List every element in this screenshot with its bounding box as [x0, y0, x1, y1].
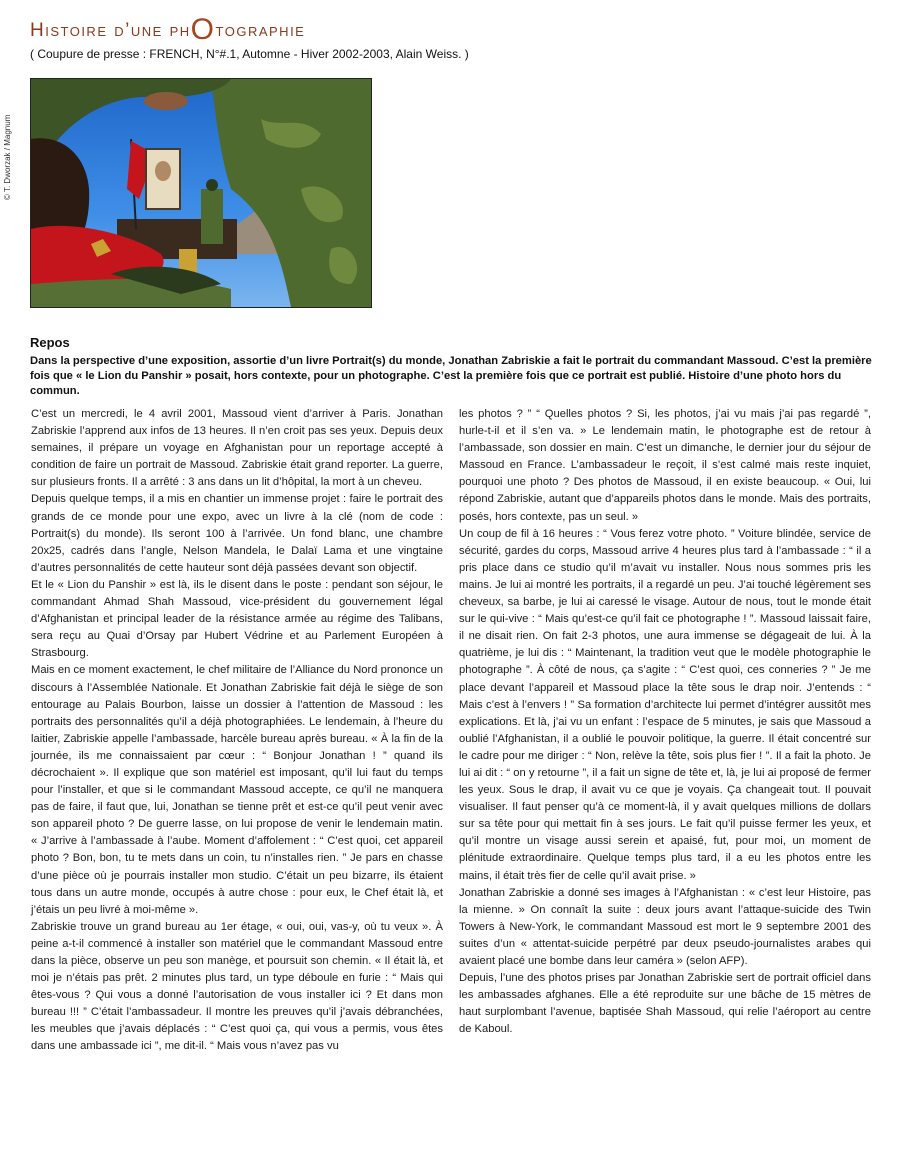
paragraph: Jonathan Zabriskie a donné ses images à l’Afghanistan : « c’est leur Histoire, pas la mienne. » On connaît la suite : deux jours avant l’attaque-suicide des Twin Towers à New-York, le commandant Massoud est mort le 9 septembre 2001 des suites d’un « attentat-suicide perpétré par deux pseudo-journalistes arabes qui avaient placé une bombe dans leur caméra » (selon AFP).: [459, 886, 871, 967]
article-heading: [30, 335, 872, 399]
photo-credit: [3, 90, 15, 200]
title-big-letter: O: [190, 13, 216, 46]
portrait-face: [155, 161, 171, 181]
article-column-left: [31, 406, 443, 1056]
paragraph: Et le « Lion du Panshir » est là, ils le disent dans le poste : pendant son séjour, le commandant Ahmad Shah Massoud, vice-président du gouvernement légal d’Afghanistan et principal leader de la résistance armée au régime des Talibans, sera reçu au Quai d’Orsay par Hubert Védrine et au Parlement Européen à Strasbourg.: [31, 578, 443, 660]
section-title: Repos: [30, 335, 70, 350]
honor-guard: [201, 189, 223, 244]
paragraph: Depuis, l’une des photos prises par Jonathan Zabriskie sert de portrait officiel dans les ambassades afghanes. Elle a été reproduite sur une bâche de 15 mètres de haut surplombant l’avenue, baptisée Shah Massoud, qui relie l’aéroport au centre de Kaboul.: [459, 972, 871, 1036]
title-part-1: Histoire d’une ph: [30, 20, 191, 41]
paragraph: les photos ? ” “ Quelles photos ? Si, les photos, j’ai vu mais j’ai pas regardé ”, hurle-t-il et il s’en va. » Le lendemain matin, le photographe est de retour à l’ambassade, son dossier en main. C’est un dimanche, le dernier jour du séjour de Massoud en France. L’ambassadeur le reçoit, il s’est calmé mais reste inquiet, pourquoi une photo ? Des photos de Massoud, il en existe beaucoup. « Oui, lui répond Zabriskie, autant que d’appareils photos dans le monde. Mais des portraits, posés, hors contexte, pas un seul. »: [459, 408, 871, 523]
title-part-2: tographie: [215, 20, 306, 41]
paragraph: Zabriskie trouve un grand bureau au 1er étage, « oui, oui, vas-y, où tu veux ». À peine a-t-il commencé à installer son matériel que le commandant Massoud entre dans la pièce, observe un peu son manège, et poursuit son chemin. « Il était là, et moi je n’étais pas prêt. 2 minutes plus tard, un type déboule en furie : “ Mais qui êtes-vous ? Qui vous a donné l’autorisation de vous installer ici ? Et dans mon bureau !!! ” C’était l’ambassadeur. Il montre les preuves qu’il j’avais débranchées, les meubles que j’avais déplacés : “ C’est quoi ça, qui vous a permis, vous êtes dans une ambassade ici ”, me dit-il. “ Mais vous n’avez pas vu: [31, 920, 443, 1053]
press-source: ( Coupure de presse : FRENCH, N°#.1, Automne - Hiver 2002-2003, Alain Weiss. ): [30, 47, 469, 61]
photo-salute-scene: [31, 79, 371, 307]
hand: [144, 92, 188, 110]
paragraph: C’est un mercredi, le 4 avril 2001, Massoud vient d’arriver à Paris. Jonathan Zabriskie l’apprend aux infos de 13 heures. Il n’en croit pas ses yeux. Depuis deux semaines, il prépare un voyage en Afghanistan pour un reportage accepté à condition de faire un portrait de Massoud. Zabriskie était grand reporter. La guerre, sur plusieurs fronts. Il a arrêté : 3 ans dans un lit d’hôpital, la mort à un cheveu.: [31, 408, 443, 489]
paragraph: Mais en ce moment exactement, le chef militaire de l’Alliance du Nord prononce un discours à l’Assemblée Nationale. Et Jonathan Zabriskie fait déjà le siège de son entourage au Palais Bourbon, laisse un dossier à l’attention de Massoud : les portraits des personnalités qu’il a déjà photographiées. Le lendemain, à l’heure du laitier, Zabriskie appelle l’ambassade, harcèle bureau après bureau. « À la fin de la journée, ils me connaissaient par cœur : “ Bonjour Jonathan ! ” quand ils décrochaient ». Il explique que son matériel est imposant, qu’il lui faut du temps pour l’installer, et que si le commandant Massoud accepte, ce qu’il ne manquera pas de faire, il faut que, lui, Jonathan se tienne prêt et est-ce qu’il peut venir avec son appareil photo ? De guerre lasse, on lui propose de venir le lendemain matin. « J’arrive à l’ambassade à l’aube. Moment d’affolement : “ C’est quoi, cet appareil photo ? Bon, bon, tu te mets dans un coin, tu n’installes rien. ” Je pars en chasse d’une pièce où je pourrais installer mon studio. C’était un peu bizarre, ils étaient tous dans un autre monde, occupés à autre chose : pour eux, le Chef était là, et j’étais un peu livré à moi-même ».: [31, 664, 443, 916]
article-column-right: [459, 406, 871, 1038]
article-lede: Dans la perspective d’une exposition, assortie d’un livre Portrait(s) du monde, Jonathan Zabriskie a fait le portrait du commandant Massoud. C’est la première fois que « le Lion du Panshir » posait, hors contexte, pour un photographe. C’est la première fois que ce portrait est publié. Histoire d’une photo hors du commun.: [30, 355, 872, 397]
page-title: [30, 13, 870, 46]
guard-cap: [206, 179, 218, 191]
photo-credit-text: © T. Dworzak / Magnum: [3, 114, 12, 200]
paragraph: Un coup de fil à 16 heures : “ Vous ferez votre photo. ” Voiture blindée, service de sécurité, gardes du corps, Massoud arrive 4 heures plus tard à l’ambassade : “ il a pris place dans ce studio qu’il m’avait vu installer. Nous nous sommes pris les mains. Je lui ai montré les portraits, il a regardé un peu. J’ai touché légèrement ses cheveux, sa barbe, je lui ai caressé le visage. Autour de nous, tout le monde était sur le qui-vive : “ Mais qu’est-ce qu’il fait ce photographe ! ”. Massoud laissait faire, il ne disait rien. On fait 2-3 photos, une aura immense se dégageait de lui. À la quatrième, je lui dis : “ Maintenant, la tradition veut que le modèle photographie le photographe ”. À côté de nous, ça s’agite : “ C’est quoi, ces conneries ? ” Je me place devant l’appareil et Massoud place la tête sous le drap noir. J’entends : “ Mais c’est à l’envers ! ” Sa formation d’architecte lui permet d’intégrer aussitôt mes explications. Et là, j’ai vu un enfant : l’espace de 5 minutes, je sais que Massoud a oublié l’Afghanistan, il a oublié le pouvoir politique, la guerre. Il était concentré sur le cadre pour me diriger : “ Non, relève la tête, sois plus fier ! ”. Il a fait la photo. Je lui ai dit : “ on y retourne ”, il a fait un signe de tête et, là, je lui ai proposé de fermer les yeux. Sous le drap, il avait vu ce que je voyais. Ça changeait tout. Il pouvait visualiser. Il faut penser qu’à ce moment-là, il y avait quelques millions de dollars sur sa tête pour qui mettait fin à ses jours. Le fait qu’il puisse fermer les yeux, et qu’il montre un visage aussi serein et apaisé, fut, pour moi, un moment de plénitude extraordinaire. Quelque temps plus tard, il a eu les photos entre les mains, il était très fier de celle qu’il avait prise. »: [459, 527, 871, 882]
article-photo: [30, 78, 372, 308]
paragraph: Depuis quelque temps, il a mis en chantier un immense projet : faire le portrait des grands de ce monde pour une expo, avec un livre à la clé (nom de code : Portrait(s) du monde). Ils seront 100 à l’arrivée. Un fond blanc, une chambre 20x25, cadrés dans l’angle, Nelson Mandela, le Dalaï Lama et une vingtaine d’autres personnalités de cette hauteur sont déjà passées devant son objectif.: [31, 493, 443, 574]
masthead: [30, 13, 870, 61]
